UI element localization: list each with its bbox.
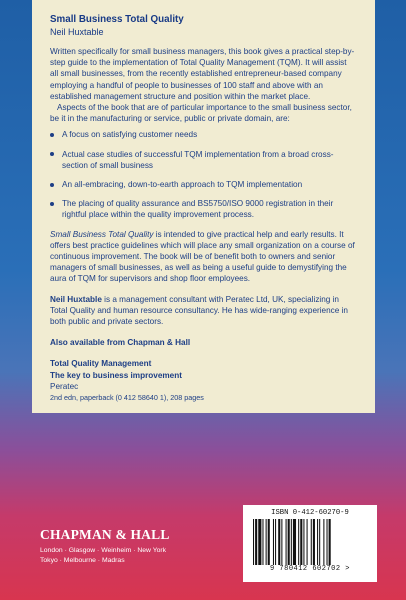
barcode-icon [251,519,369,565]
book-author: Neil Huxtable [50,27,104,37]
intro-paragraph: Written specifically for small business managers, this book gives a practical step-by-step guide to the implementation of Total Quality Management (TQM). It will assist all small businesses, from the recently established entrepreneur-based company employing a handful of people to businesses of 100 staff and above with an established management structure and position within the market place. [50,47,355,101]
purpose-paragraph: Small Business Total Quality is intended to give practical help and early results. It offers best practice guidelines which will place any small organization on a course of continuous improvement. The book will be of benefit both to owners and senior managers of small businesses, as well as being a useful guide to demystifying the aura of TQM for supervisors and shop floor employees. [50,229,355,284]
bullet-icon [50,152,54,156]
bullet-icon [50,202,54,206]
related-book-title: Total Quality Management [50,359,152,369]
bullet-icon [50,183,54,187]
publisher-logo-text: CHAPMAN & HALL [40,527,170,542]
related-book-subtitle: The key to business improvement [50,370,182,380]
bullet-icon [50,133,54,137]
barcode-label [243,505,377,582]
author-bio-paragraph: Neil Huxtable is a management consultant with Peratec Ltd, UK, specializing in Total Quality and human resource consultancy. He has wide-ranging experience in both public and private sectors. [50,294,348,327]
related-book-author: Peratec [50,381,79,391]
list-item: The placing of quality assurance and BS5750/ISO 9000 registration in their rightful place within the quality improvement process. [50,198,355,220]
book-title: Small Business Total Quality [50,14,184,25]
list-item: A focus on satisfying customer needs [50,129,355,140]
back-cover-text-panel [32,0,375,413]
also-available-heading: Also available from Chapman & Hall [50,338,191,348]
list-item: An all-embracing, down-to-earth approach to TQM implementation [50,179,355,190]
publisher-imprint [40,527,170,565]
list-item: Actual case studies of successful TQM implementation from a broad cross-section of small business [50,149,355,171]
publisher-cities: London · Glasgow · Weinheim · New York Tokyo · Melbourne · Madras [40,547,167,564]
aspects-paragraph: Aspects of the book that are of particular importance to the small business sector, be it in the manufacturing or service, public or private domain, are: [50,103,352,124]
isbn-text: ISBN 0-412-60270-9 [271,509,349,517]
ean-text: 9 780412 602702 > [270,565,350,573]
feature-list [50,129,355,220]
related-book-details: 2nd edn, paperback (0 412 58640 1), 208 pages [50,393,204,403]
